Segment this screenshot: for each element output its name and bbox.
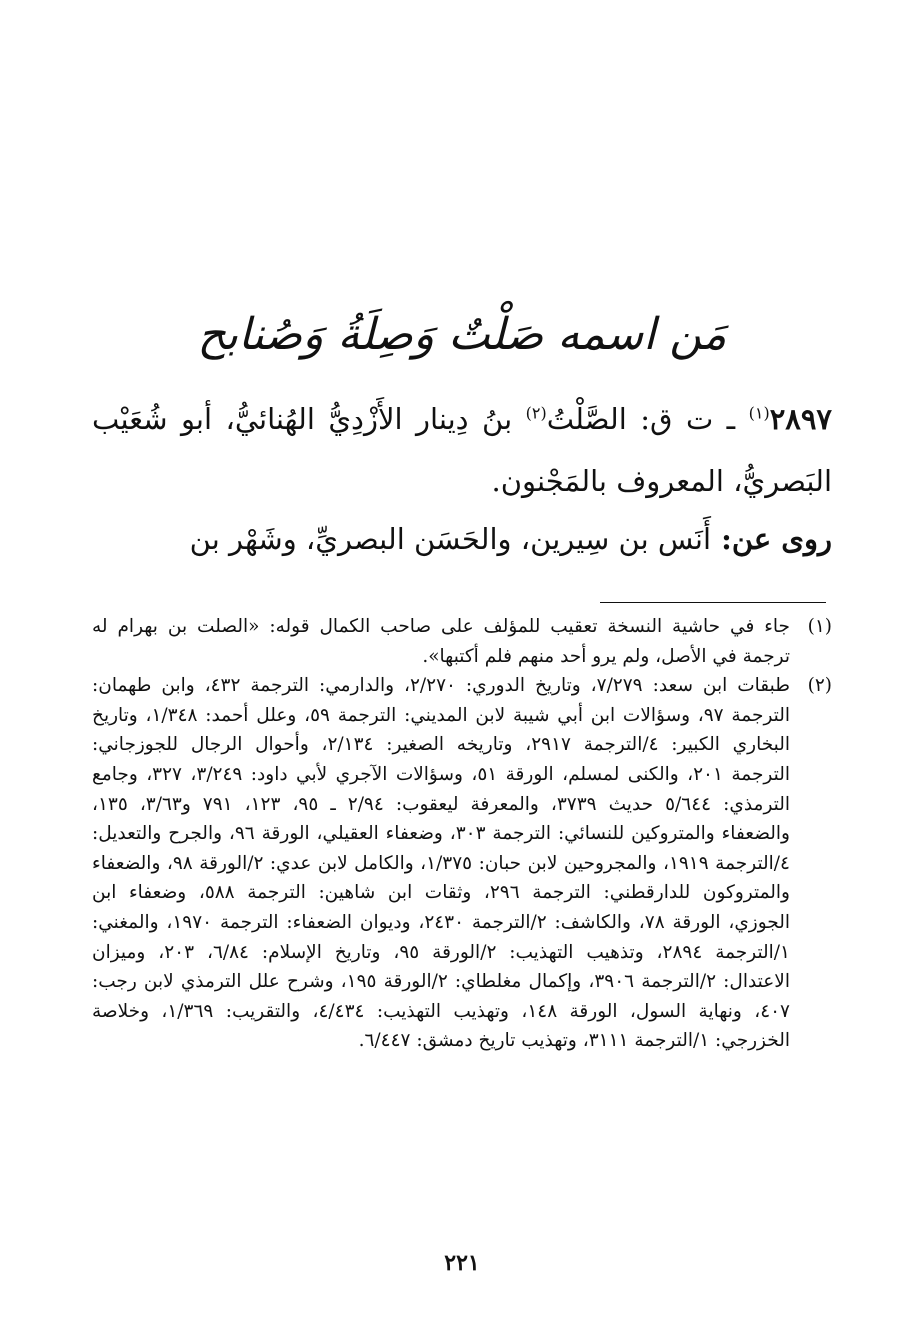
narration-text: أَنَس بن سِيرين، والحَسَن البصريِّ، وشَهْر بن xyxy=(189,522,712,556)
entry-sigla: ـ ت ق: xyxy=(626,402,749,436)
page-number: ٢٢١ xyxy=(444,1250,480,1276)
footnote-divider xyxy=(600,602,826,603)
footnote-text-2: طبقات ابن سعد: ٧/٢٧٩، وتاريخ الدوري: ٢/٢٧٠، والدارمي: الترجمة ٤٣٢، وابن طهمان: الترجمة ٩٧، وسؤالات ابن أبي شيبة لابن المديني: الترجمة ٥٩، وعلل أحمد: ١/٣٤٨، وتاريخ البخاري الكبير: ٤/الترجمة ٢٩١٧، وتاريخه الصغير: ٢/١٣٤، وأحوال الرجال للجوزجاني: الترجمة ٢٠١، والكنى لمسلم، الورقة ٥١، وسؤالات الآجري لأبي داود: ٣/٢٤٩، ٣٢٧، وجامع الترمذي: ٥/٦٤٤ حديث ٣٧٣٩، والمعرفة ليعقوب: ٢/٩٤ ـ ٩٥، ١٢٣، ٧٩١ و٣/٦٣، ١٣٥، والضعفاء والمتروكين للنسائي: الترجمة ٣٠٣، وضعفاء العقيلي، الورقة ٩٦، والجرح والتعديل: ٤/الترجمة ١٩١٩، والمجروحين لابن حبان: ١/٣٧٥، والكامل لابن عدي: ٢/الورقة ٩٨، والضعفاء والمتروكون للدارقطني: الترجمة ٢٩٦، وثقات ابن شاهين: الترجمة ٥٨٨، وضعفاء ابن الجوزي، الورقة ٧٨، والكاشف: ٢/الترجمة ٢٤٣٠، وديوان الضعفاء: الترجمة ١٩٧٠، والمغني: ١/الترجمة ٢٨٩٤، وتذهيب التهذيب: ٢/الورقة ٩٥، وتاريخ الإسلام: ٦/٨٤، ٢٠٣، وميزان الاعتدال: ٢/الترجمة ٣٩٠٦، وإكمال مغلطاي: ٢/الورقة ١٩٥، وشرح علل الترمذي لابن رجب: ٤٠٧، ونهاية السول، الورقة ١٤٨، وتهذيب التهذيب: ٤/٤٣٤، والتقريب: ١/٣٦٩، وخلاصة الخزرجي: ١/الترجمة ٣١١١، وتهذيب تاريخ دمشق: ٦/٤٤٧. xyxy=(92,675,791,1052)
entry-number: ٢٨٩٧ xyxy=(769,402,832,436)
biography-entry xyxy=(92,388,832,512)
footnote-ref-1[interactable]: (١) xyxy=(748,403,770,423)
footnotes-list xyxy=(92,612,832,1056)
footnote-ref-2[interactable]: (٢) xyxy=(525,403,547,423)
footnote-mark-2: (٢) xyxy=(807,675,832,697)
narration-line xyxy=(92,515,832,563)
footnote-mark-1: (١) xyxy=(807,616,832,637)
entry-name: الصَّلْتُ xyxy=(546,402,627,436)
narration-lead: روى عن: xyxy=(711,522,832,556)
footnote-item-2 xyxy=(92,671,832,1056)
footnote-text-1: جاء في حاشية النسخة تعقيب للمؤلف على صاحب الكمال قوله: «الصلت بن بهرام له ترجمة في الأصل، ولم يرو أحد منهم فلم أكتبها». xyxy=(92,616,790,667)
footnote-item-1 xyxy=(92,612,832,671)
section-heading: مَن اسمه صَلْتٌ وَصِلَةُ وَصُنابح xyxy=(197,309,727,360)
entry-name-rest: بنُ دِينار الأَزْدِيُّ الهُنائيُّ، أبو شُعَيْب البَصريُّ، المعروف بالمَجْنون. xyxy=(92,402,832,498)
